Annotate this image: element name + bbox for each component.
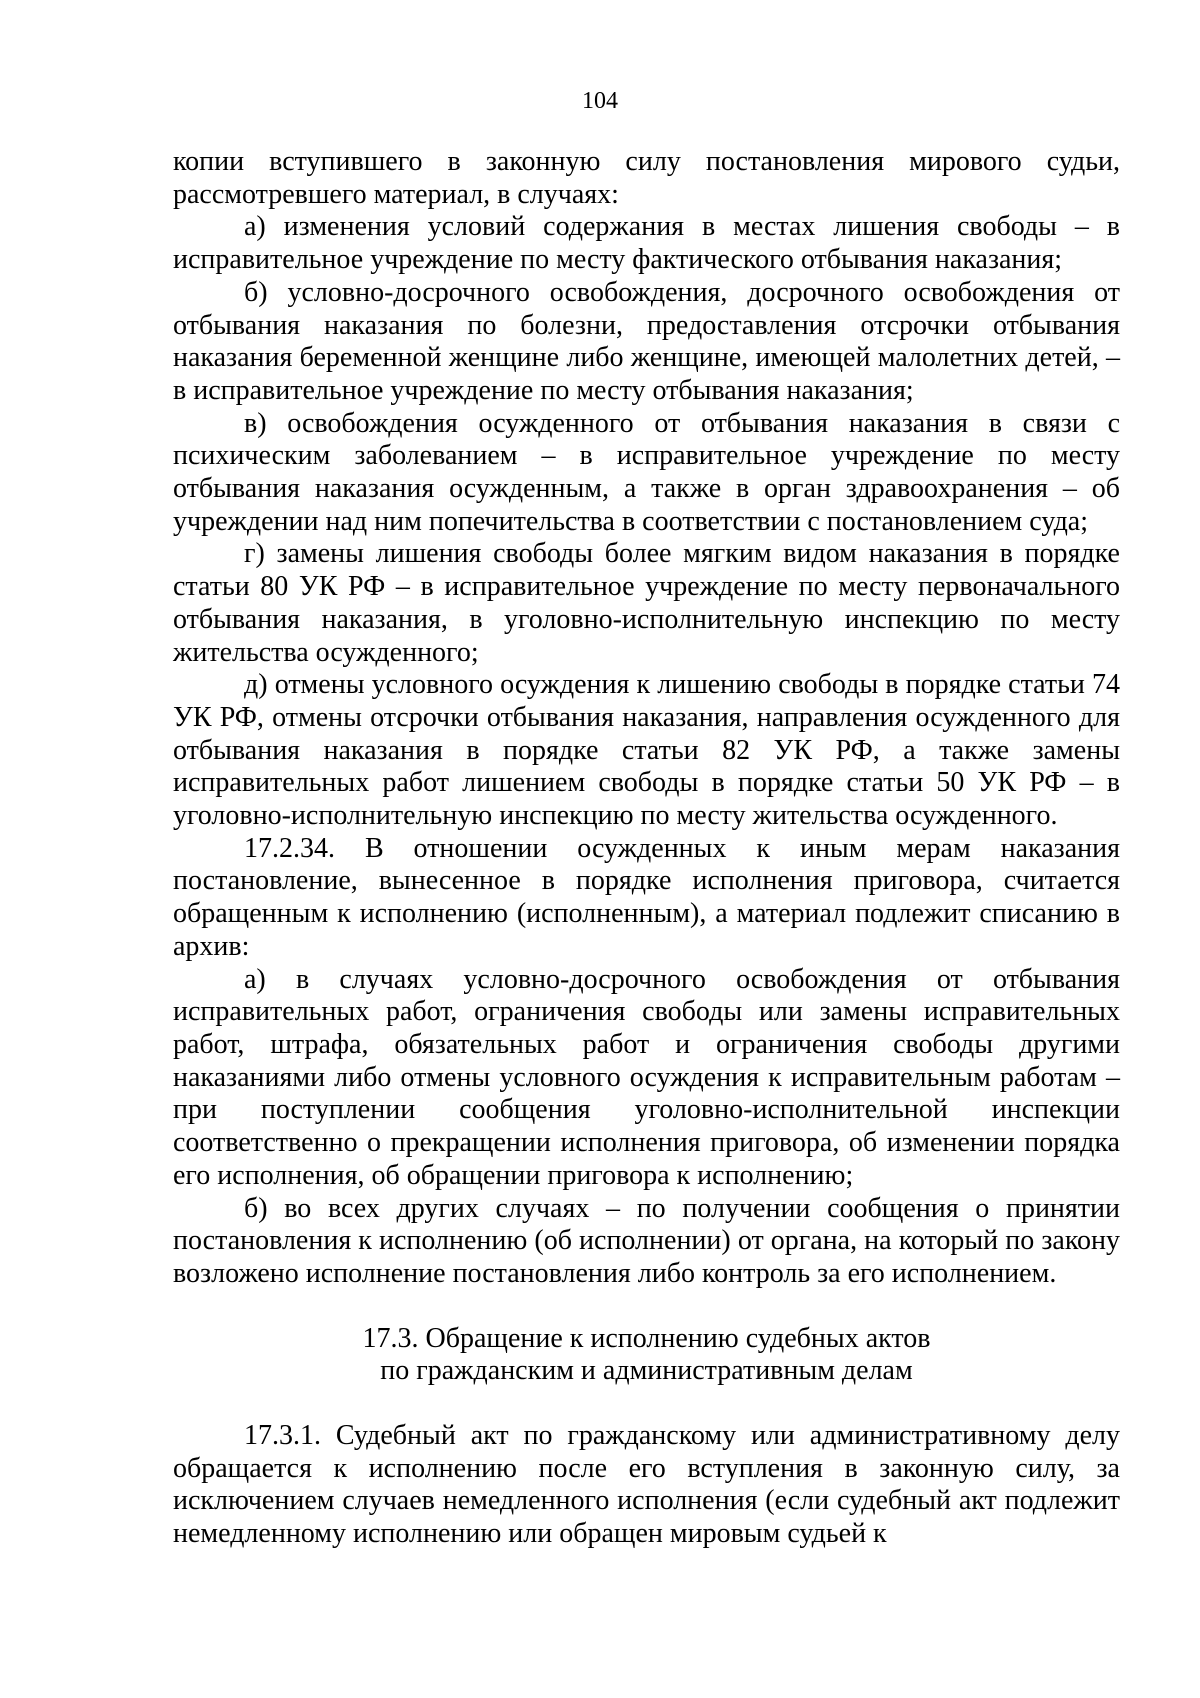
paragraph-17-2-34-item-a: а) в случаях условно-досрочного освобождения от отбывания исправительных работ, ограничения свободы или замены исправительных работ, штрафа, обязательных работ и ограничения свободы другими наказаниями либо отмены условного осуждения к исправительным работам – при поступлении сообщения уголовно-исполнительной инспекции соответственно о прекращении исполнения приговора, об изменении порядка его исполнения, об обращении приговора к исполнению;	[173, 963, 1120, 1191]
paragraph-17-3-1: 17.3.1. Судебный акт по гражданскому или административному делу обращается к исполнению после его вступления в законную силу, за исключением случаев немедленного исполнения (если судебный акт подлежит немедленному исполнению или обращен мировым судьей к	[173, 1420, 1120, 1550]
document-body	[173, 146, 1120, 1551]
paragraph-continuation: копии вступившего в законную силу постановления мирового судьи, рассмотревшего материал, в случаях:	[173, 146, 1120, 210]
paragraph-item-v: в) освобождения осужденного от отбывания наказания в связи с психическим заболеванием – в исправительное учреждение по месту отбывания наказания осужденным, а также в орган здравоохранения – об учреждении над ним попечительства в соответствии с постановлением суда;	[173, 407, 1120, 537]
paragraph-17-2-34: 17.2.34. В отношении осужденных к иным мерам наказания постановление, вынесенное в порядке исполнения приговора, считается обращенным к исполнению (исполненным), а материал подлежит списанию в архив:	[173, 832, 1120, 962]
paragraph-17-2-34-item-b: б) во всех других случаях – по получении сообщения о принятии постановления к исполнению (об исполнении) от органа, на который по закону возложено исполнение постановления либо контроль за его исполнением.	[173, 1192, 1120, 1289]
section-heading-line-1: 17.3. Обращение к исполнению судебных актов	[362, 1322, 931, 1354]
section-heading	[173, 1323, 1120, 1388]
page-number: 104	[582, 88, 618, 114]
paragraph-item-g: г) замены лишения свободы более мягким видом наказания в порядке статьи 80 УК РФ – в исправительное учреждение по месту первоначального отбывания наказания, в уголовно-исполнительную инспекцию по месту жительства осужденного;	[173, 538, 1120, 668]
paragraph-item-a: а) изменения условий содержания в местах лишения свободы – в исправительное учреждение по месту фактического отбывания наказания;	[173, 211, 1120, 276]
paragraph-item-d: д) отмены условного осуждения к лишению свободы в порядке статьи 74 УК РФ, отмены отсрочки отбывания наказания, направления осужденного для отбывания наказания в порядке статьи 82 УК РФ, а также замены исправительных работ лишением свободы в порядке статьи 50 УК РФ – в уголовно-исполнительную инспекцию по месту жительства осужденного.	[173, 669, 1120, 832]
section-heading-line-2: по гражданским и административным делам	[380, 1355, 913, 1387]
paragraph-item-b: б) условно-досрочного освобождения, досрочного освобождения от отбывания наказания по болезни, предоставления отсрочки отбывания наказания беременной женщине либо женщине, имеющей малолетних детей, – в исправительное учреждение по месту отбывания наказания;	[173, 276, 1120, 406]
